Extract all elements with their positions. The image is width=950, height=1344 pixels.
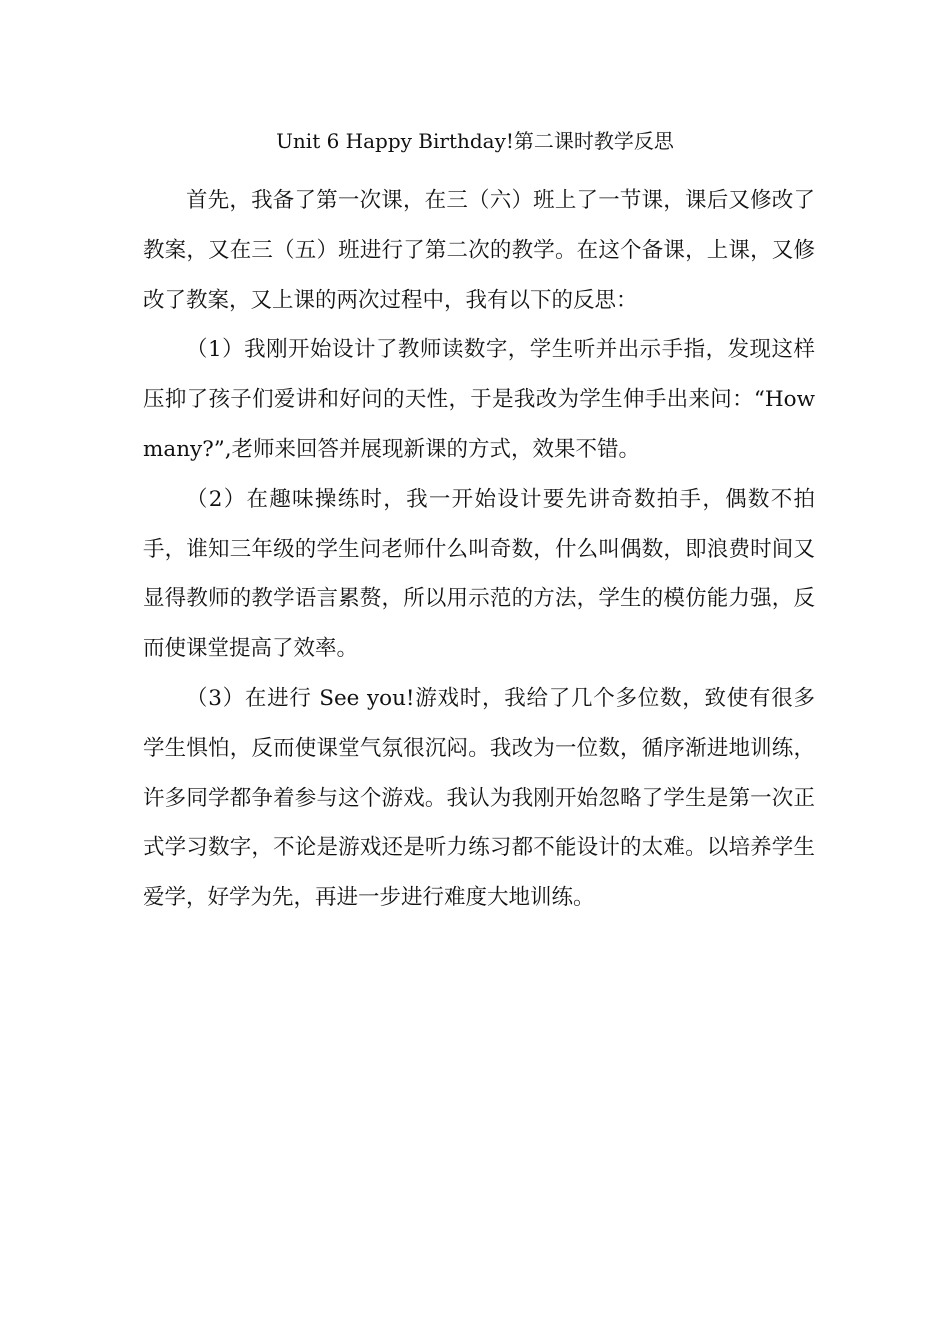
document-body xyxy=(143,176,815,923)
document-title: Unit 6 Happy Birthday!第二课时教学反思 xyxy=(276,129,674,153)
paragraph-reflection-3: （3）在进行 See you!游戏时，我给了几个多位数，致使有很多学生惧怕，反而使课堂气氛很沉闷。我改为一位数，循序渐进地训练，许多同学都争着参与这个游戏。我认为我刚开始忽略了学生是第一次正式学习数字，不论是游戏还是听力练习都不能设计的太难。以培养学生爱学，好学为先，再进一步进行难度大地训练。 xyxy=(143,685,815,911)
paragraph-reflection-1: （1）我刚开始设计了教师读数字，学生听并出示手指，发现这样压抑了孩子们爱讲和好问的天性，于是我改为学生伸手出来问：“How many?”,老师来回答并展现新课的方式，效果不错。 xyxy=(143,337,815,462)
paragraph-reflection-2: （2）在趣味操练时，我一开始设计要先讲奇数拍手，偶数不拍手，谁知三年级的学生问老师什么叫奇数，什么叫偶数，即浪费时间又显得教师的教学语言累赘，所以用示范的方法，学生的模仿能力强，反而使课堂提高了效率。 xyxy=(143,486,815,662)
paragraph-intro: 首先，我备了第一次课，在三（六）班上了一节课，课后又修改了教案，又在三（五）班进行了第二次的教学。在这个备课，上课，又修改了教案，又上课的两次过程中，我有以下的反思： xyxy=(143,188,815,313)
